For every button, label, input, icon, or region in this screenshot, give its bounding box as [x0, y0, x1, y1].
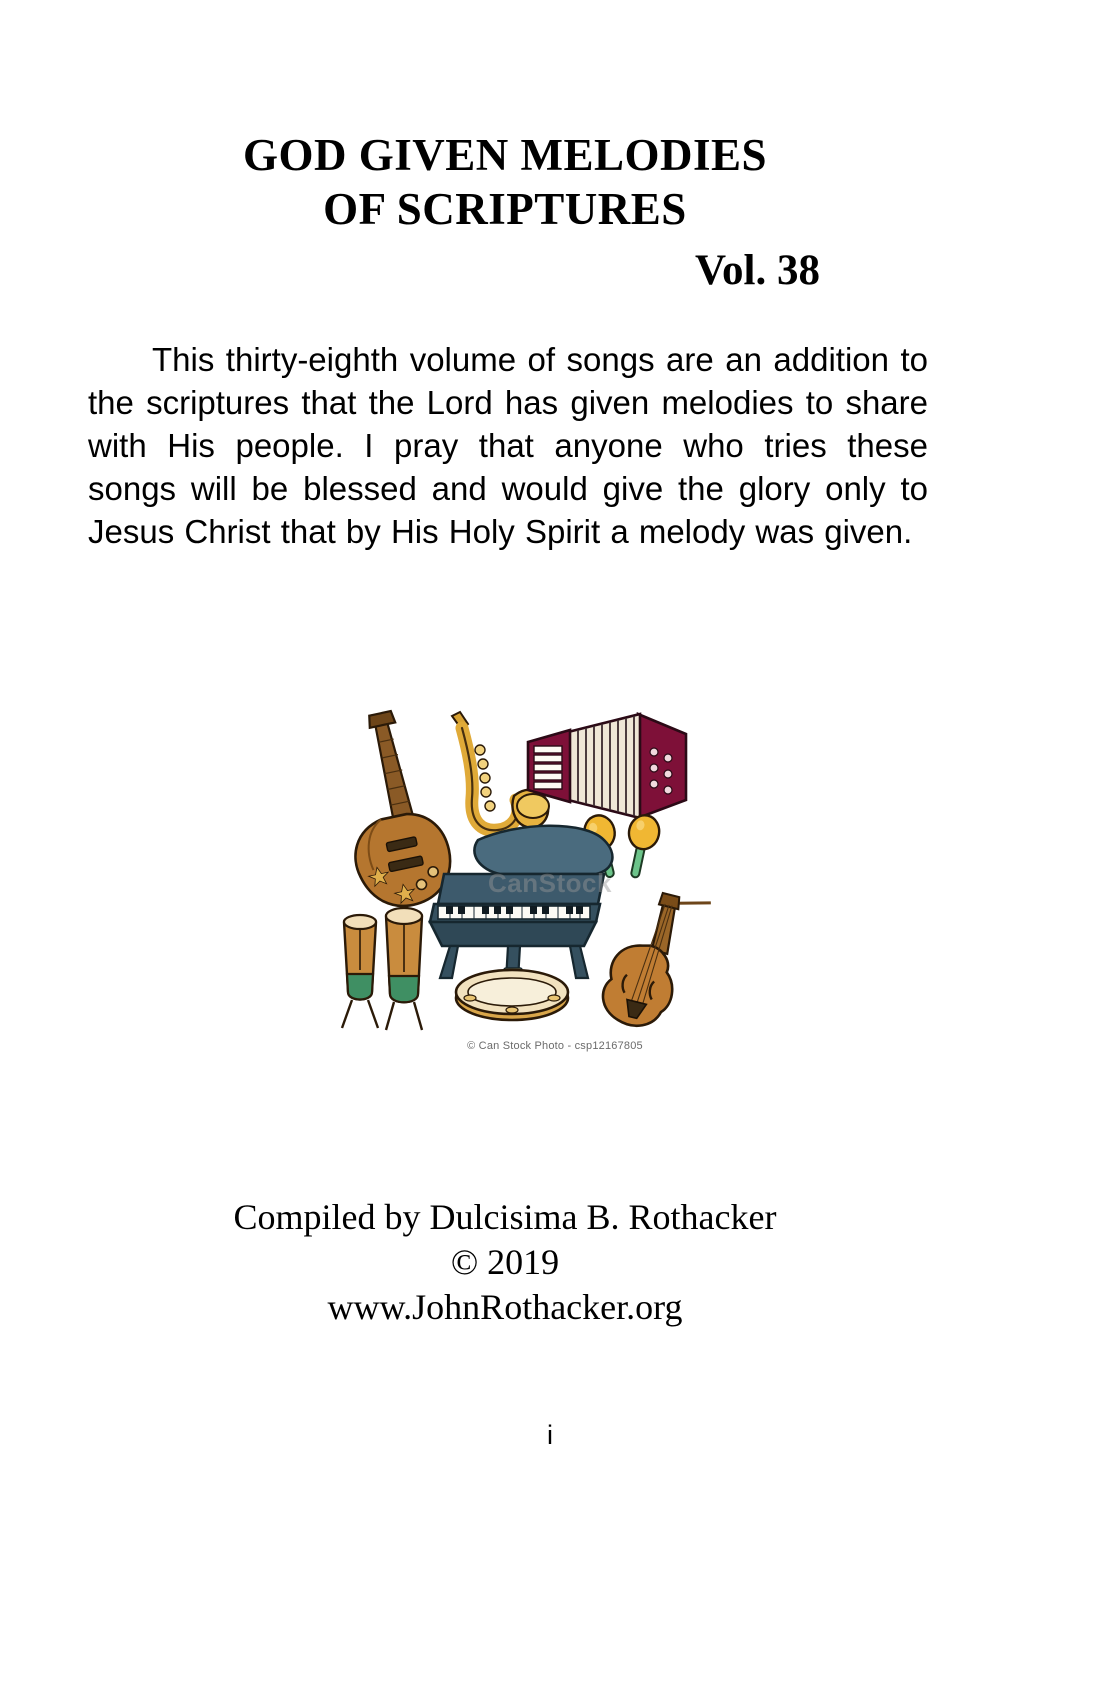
- musical-instruments-illustration: [320, 700, 790, 1070]
- page-number: i: [547, 1420, 553, 1450]
- website-line: www.JohnRothacker.org: [327, 1287, 683, 1327]
- conga-drums-icon: [342, 908, 422, 1030]
- image-credit: © Can Stock Photo - csp12167805: [467, 1040, 643, 1052]
- stock-watermark: CanStock: [488, 868, 612, 898]
- page-title-line-2: OF SCRIPTURES: [323, 184, 687, 234]
- violin-icon: [597, 883, 711, 1037]
- copyright-line: © 2019: [450, 1242, 560, 1282]
- illustration-canvas: [320, 700, 790, 1070]
- page-title-line-1: GOD GIVEN MELODIES: [242, 130, 768, 180]
- compiled-by-line: Compiled by Dulcisima B. Rothacker: [233, 1197, 777, 1237]
- volume-label: Vol. 38: [694, 247, 820, 294]
- electric-guitar-icon: [327, 705, 459, 914]
- instruments-svg: [320, 700, 790, 1040]
- footer-block: [90, 1195, 920, 1330]
- grand-piano-icon: [430, 826, 612, 980]
- tambourine-icon: [456, 970, 568, 1020]
- accordion-icon: [528, 714, 686, 818]
- body-paragraph: This thirty-eighth volume of songs are an addition to the scriptures that the Lord has given melodies to share with His people. I pray that anyone who tries these songs will be blessed and would give the glory only to Jesus Christ that by His Holy Spirit a melody was given.: [88, 341, 928, 550]
- title-block: [90, 128, 920, 300]
